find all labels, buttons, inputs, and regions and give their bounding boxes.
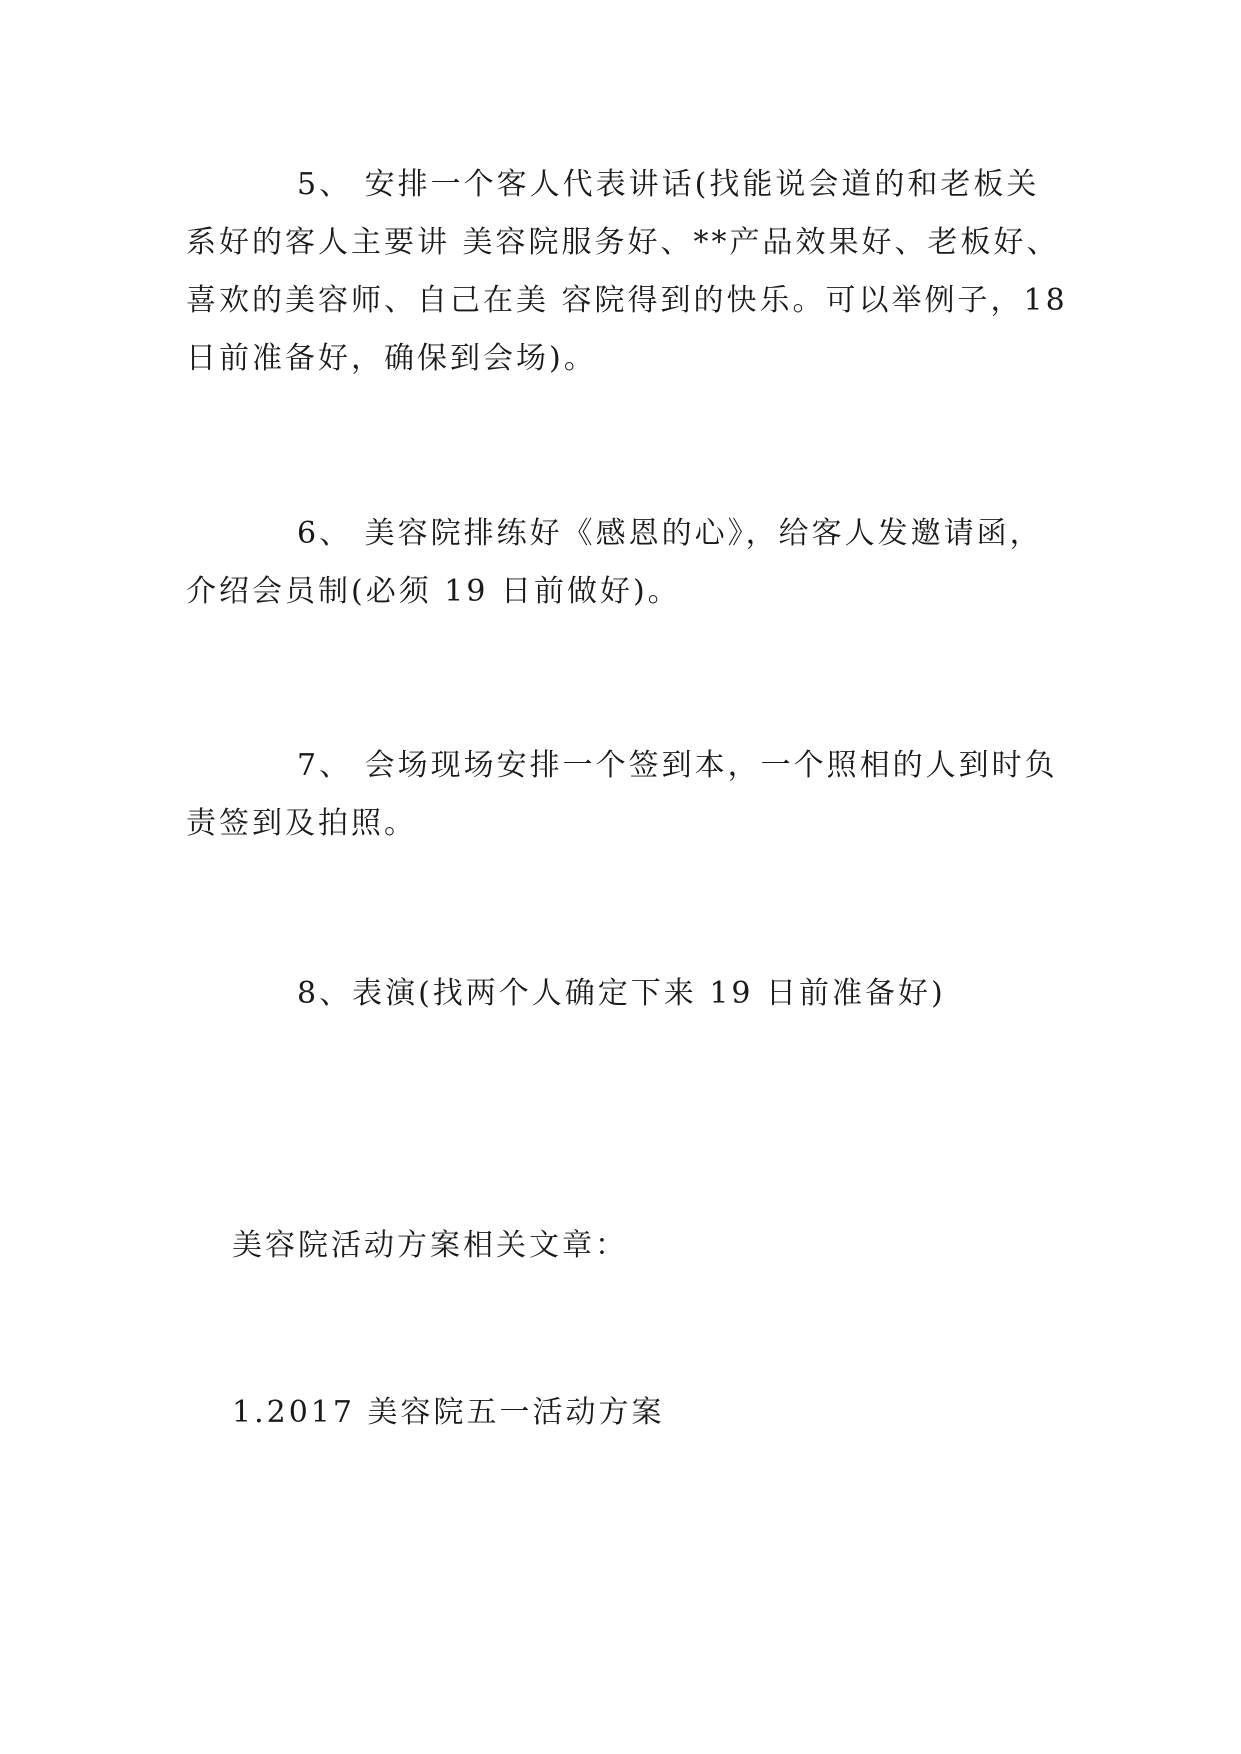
paragraph-line: 责签到及拍照。 — [186, 806, 417, 841]
paragraph-line: 介绍会员制(必须 19 日前做好)。 — [186, 574, 681, 609]
paragraph-line: 日前准备好，确保到会场)。 — [186, 341, 597, 376]
paragraph-line: 8、表演(找两个人确定下来 19 日前准备好) — [297, 976, 946, 1011]
paragraph-line: 6、 美容院排练好《感恩的心》，给客人发邀请函， — [297, 516, 1043, 551]
paragraph-item-8 — [186, 965, 1066, 1023]
paragraph-item-6 — [186, 505, 1066, 621]
paragraph-line: 系好的客人主要讲 美容院服务好、**产品效果好、老板好、 — [186, 225, 1060, 260]
related-articles-heading: 美容院活动方案相关文章： — [232, 1228, 628, 1263]
paragraph-line: 7、 会场现场安排一个签到本，一个照相的人到时负 — [297, 748, 1058, 783]
paragraph-item-7 — [186, 737, 1066, 853]
paragraph-line: 喜欢的美容师、自己在美 容院得到的快乐。可以举例子，18 — [186, 283, 1068, 318]
related-article-link[interactable]: 1.2017 美容院五一活动方案 — [232, 1395, 665, 1430]
paragraph-item-5 — [186, 156, 1066, 388]
paragraph-line: 5、 安排一个客人代表讲话(找能说会道的和老板关 — [297, 167, 1040, 202]
